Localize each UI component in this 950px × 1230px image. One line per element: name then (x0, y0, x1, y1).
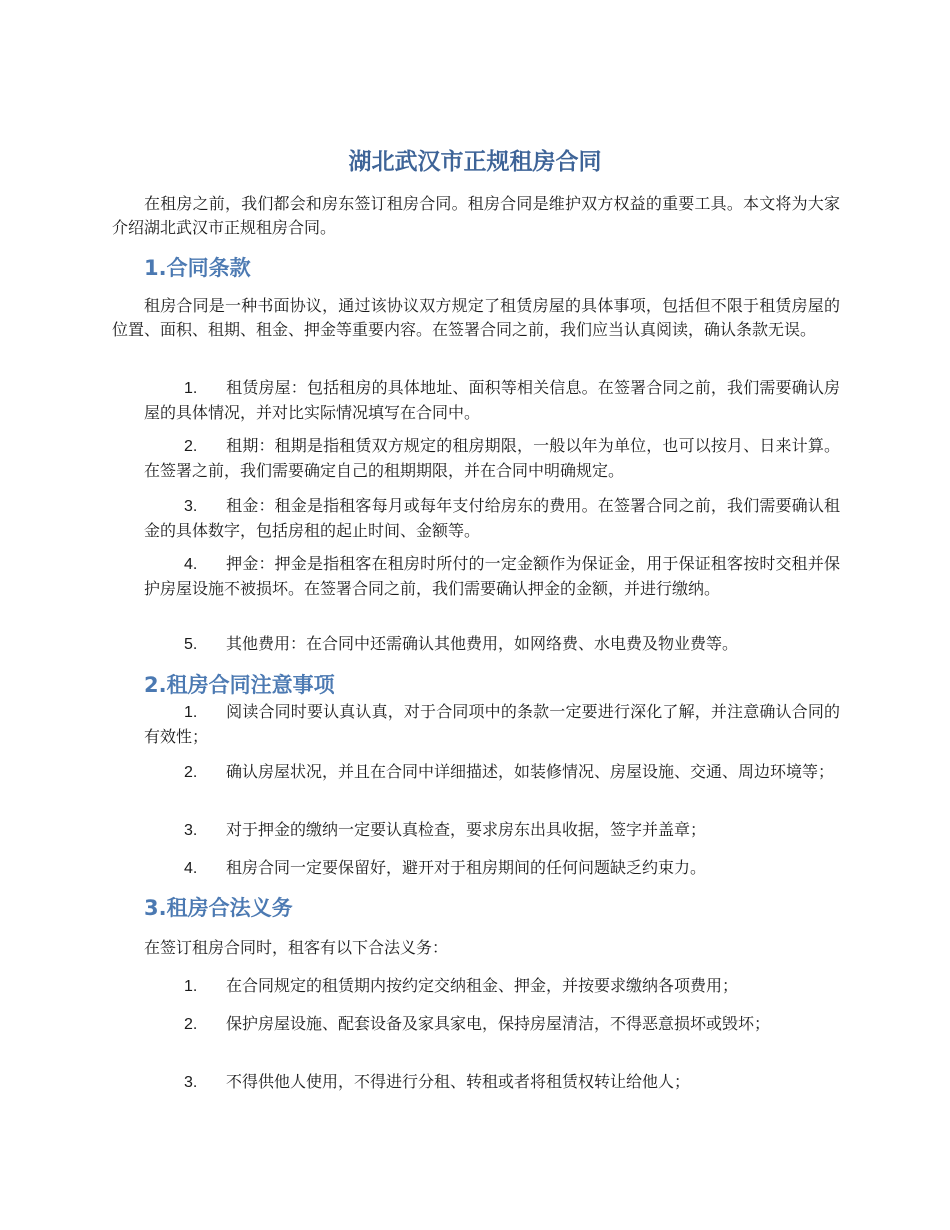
section-heading-contract-terms: 1.合同条款 (144, 256, 251, 280)
list-item (144, 1012, 840, 1037)
list-item-number: 1. (184, 704, 198, 721)
intro-paragraph: 在租房之前，我们都会和房东签订租房合同。租房合同是维护双方权益的重要工具。本文将为大家介绍湖北武汉市正规租房合同。 (112, 194, 840, 237)
list-item-text: 保护房屋设施、配套设备及家具家电，保持房屋清洁，不得恶意损坏或毁坏； (226, 1014, 771, 1033)
list-item-number: 4. (184, 556, 198, 573)
list-item-text: 租期：租期是指租赁双方规定的租房期限，一般以年为单位，也可以按月、日来计算。在签署之前，我们需要确定自己的租期期限，并在合同中明确规定。 (144, 436, 840, 480)
list-item-text: 阅读合同时要认真认真，对于合同项中的条款一定要进行深化了解，并注意确认合同的有效性； (144, 702, 840, 746)
list-item-number: 3. (184, 498, 198, 515)
section-heading-precautions: 2.租房合同注意事项 (144, 673, 335, 697)
section-heading-legal-obligations: 3.租房合法义务 (144, 896, 293, 920)
list-item-text: 在合同规定的租赁期内按约定交纳租金、押金，并按要求缴纳各项费用； (226, 976, 739, 995)
list-item (144, 1070, 840, 1095)
list-item-text: 租金：租金是指租客每月或每年支付给房东的费用。在签署合同之前，我们需要确认租金的具体数字，包括房租的起止时间、金额等。 (144, 496, 840, 540)
list-item (144, 632, 840, 657)
list-item-text: 其他费用：在合同中还需确认其他费用，如网络费、水电费及物业费等。 (226, 634, 739, 653)
list-item-text: 租房合同一定要保留好，避开对于租房期间的任何问题缺乏约束力。 (226, 858, 707, 877)
list-item-number: 1. (184, 380, 198, 397)
list-item (144, 494, 840, 543)
list-item (144, 818, 840, 843)
list-item-text: 租赁房屋：包括租房的具体地址、面积等相关信息。在签署合同之前，我们需要确认房屋的具体情况，并对比实际情况填写在合同中。 (144, 378, 840, 422)
list-item (144, 856, 840, 881)
list-item-number: 3. (184, 1074, 198, 1091)
list-item (144, 434, 840, 483)
section-paragraph: 在签订租房合同时，租客有以下合法义务： (144, 938, 449, 957)
list-item (144, 700, 840, 749)
list-item-number: 2. (184, 764, 198, 781)
list-item-number: 3. (184, 822, 198, 839)
list-item (144, 552, 840, 601)
list-item (144, 376, 840, 425)
list-item-text: 押金：押金是指租客在租房时所付的一定金额作为保证金，用于保证租客按时交租并保护房屋设施不被损坏。在签署合同之前，我们需要确认押金的金额，并进行缴纳。 (144, 554, 840, 598)
document-title: 湖北武汉市正规租房合同 (348, 149, 602, 175)
section-paragraph: 租房合同是一种书面协议，通过该协议双方规定了租赁房屋的具体事项，包括但不限于租赁房屋的位置、面积、租期、租金、押金等重要内容。在签署合同之前，我们应当认真阅读，确认条款无误。 (112, 296, 840, 339)
list-item-number: 5. (184, 636, 198, 653)
list-item-number: 4. (184, 860, 198, 877)
list-item-text: 不得供他人使用，不得进行分租、转租或者将租赁权转让给他人； (226, 1072, 691, 1091)
list-item (144, 974, 840, 999)
list-item-number: 1. (184, 978, 198, 995)
list-item-number: 2. (184, 1016, 198, 1033)
list-item (144, 760, 840, 785)
list-item-number: 2. (184, 438, 198, 455)
list-item-text: 确认房屋状况，并且在合同中详细描述，如装修情况、房屋设施、交通、周边环境等； (226, 762, 835, 781)
list-item-text: 对于押金的缴纳一定要认真检查，要求房东出具收据，签字并盖章； (226, 820, 707, 839)
